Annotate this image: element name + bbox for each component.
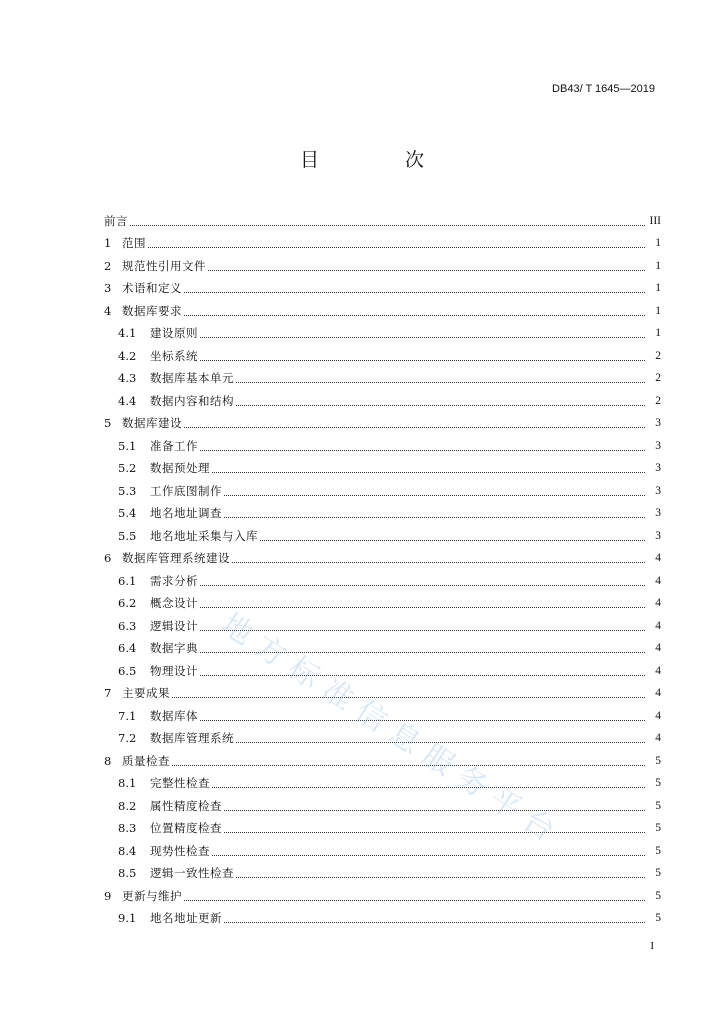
toc-entry-page: III [649,214,661,227]
toc-dot-leader [224,832,645,833]
toc-entry-number: 7 [104,686,112,700]
toc-entry-number: 7.2 [118,731,137,745]
page-number: I [650,940,654,952]
toc-entry-title: 数据内容和结构 [150,393,234,408]
toc-entry-title: 更新与维护 [122,888,182,903]
toc-entry-number: 6.5 [118,663,137,678]
toc-dot-leader [224,810,645,811]
document-code: DB43/ T 1645—2019 [552,83,655,95]
toc-entry-page: 5 [655,754,661,767]
toc-entry-title: 术语和定义 [122,281,182,295]
toc-entry-number: 5.2 [118,461,137,475]
toc-entry-page: 1 [655,304,661,317]
toc-entry-title: 逻辑设计 [150,618,198,633]
toc-entry[interactable] [104,746,661,769]
toc-entry[interactable] [104,341,661,364]
toc-entry-number: 8.4 [118,843,137,858]
toc-entry-page: 5 [655,822,661,834]
toc-dot-leader [172,765,645,766]
toc-entry-page: 3 [655,484,661,497]
toc-entry-number: 4.3 [118,371,137,385]
toc-dot-leader [200,652,645,653]
toc-entry[interactable] [104,544,661,567]
toc-dot-leader [212,855,645,856]
toc-entry-title: 数据库体 [150,708,198,723]
toc-entry-page: 2 [655,349,661,362]
toc-entry-title: 规范性引用文件 [122,258,206,273]
toc-entry[interactable] [104,566,661,589]
toc-dot-leader [200,720,645,721]
toc-entry-page: 1 [655,327,661,339]
toc-entry-title: 前言 [104,213,128,228]
toc-entry-number: 8.1 [118,776,137,790]
toc-entry-number: 8 [104,753,112,768]
toc-entry[interactable] [104,521,661,544]
toc-entry-title: 数据库要求 [122,303,182,318]
toc-dot-leader [236,405,645,406]
toc-entry-number: 1 [104,236,112,250]
toc-entry[interactable] [104,859,661,882]
toc-entry-title: 完整性检查 [150,776,210,790]
toc-entry-number: 5 [104,416,112,430]
toc-entry[interactable] [104,476,661,499]
toc-dot-leader [200,450,645,451]
toc-entry[interactable] [104,656,661,679]
toc-entry[interactable] [104,904,661,927]
toc-entry-title: 质量检查 [122,753,170,768]
toc-dot-leader [236,877,645,878]
toc-dot-leader [200,630,645,631]
toc-entry-page: 5 [655,889,661,902]
toc-dot-leader [130,225,645,226]
toc-entry[interactable] [104,611,661,634]
toc-entry[interactable] [104,679,661,702]
toc-entry[interactable] [104,229,661,252]
toc-entry-page: 5 [655,867,661,879]
toc-entry[interactable] [104,386,661,409]
toc-entry-title: 数据库基本单元 [150,371,234,385]
toc-dot-leader [172,697,645,698]
toc-entry[interactable] [104,634,661,657]
toc-dot-leader [208,270,645,271]
toc-entry-title: 属性精度检查 [150,798,222,813]
toc-entry-title: 需求分析 [150,573,198,588]
toc-dot-leader [184,315,645,316]
toc-entry[interactable] [104,274,661,297]
toc-entry-title: 数据字典 [150,641,198,655]
toc-entry-page: 4 [655,597,661,609]
toc-entry-page: 3 [655,439,661,452]
toc-entry-number: 4.1 [118,326,137,340]
toc-entry-number: 3 [104,281,112,295]
toc-entry[interactable] [104,791,661,814]
toc-entry-number: 4.4 [118,393,137,408]
toc-dot-leader [236,382,645,383]
toc-entry[interactable] [104,724,661,747]
toc-entry-page: 3 [655,462,661,474]
toc-dot-leader [184,292,645,293]
toc-entry-number: 6.2 [118,596,137,610]
toc-entry-number: 8.3 [118,821,137,835]
toc-entry[interactable] [104,319,661,342]
toc-entry-page: 5 [655,912,661,924]
toc-entry-title: 地名地址调查 [150,506,222,520]
toc-entry-page: 1 [655,282,661,294]
toc-entry[interactable] [104,499,661,522]
toc-entry-title: 数据预处理 [150,461,210,475]
toc-entry-number: 6 [104,551,112,565]
toc-entry-page: 4 [655,642,661,654]
toc-dot-leader [212,787,645,788]
toc-dot-leader [200,607,645,608]
toc-entry-number: 7.1 [118,708,137,723]
toc-dot-leader [232,562,645,563]
toc-entry-title: 数据库管理系统 [150,731,234,745]
toc-entry[interactable] [104,409,661,432]
toc-entry-page: 4 [655,552,661,564]
toc-entry-title: 逻辑一致性检查 [150,866,234,880]
toc-entry-number: 4.2 [118,348,137,363]
toc-entry-title: 物理设计 [150,663,198,678]
toc-entry-number: 5.4 [118,506,137,520]
toc-dot-leader [200,585,645,586]
toc-entry-page: 2 [655,372,661,384]
toc-entry[interactable] [104,589,661,612]
toc-entry-page: 5 [655,844,661,857]
toc-entry[interactable] [104,814,661,837]
toc-entry-page: 5 [655,777,661,789]
toc-dot-leader [148,247,645,248]
toc-entry[interactable] [104,881,661,904]
toc-entry-number: 5.5 [118,528,137,543]
toc-entry-number: 5.1 [118,438,137,453]
toc-entry-title: 准备工作 [150,438,198,453]
toc-entry-title: 数据库建设 [122,416,182,430]
toc-entry-page: 3 [655,417,661,429]
toc-entry-number: 5.3 [118,483,137,498]
table-of-contents [104,206,661,926]
toc-entry-page: 1 [655,259,661,272]
toc-entry-number: 4 [104,303,112,318]
toc-dot-leader [260,540,645,541]
toc-entry-page: 4 [655,664,661,677]
toc-entry-title: 概念设计 [150,596,198,610]
toc-entry-title: 范围 [122,236,146,250]
toc-entry-number: 2 [104,258,112,273]
toc-dot-leader [224,922,645,923]
toc-entry[interactable] [104,701,661,724]
toc-dot-leader [184,427,645,428]
toc-dot-leader [200,337,645,338]
toc-dot-leader [212,472,645,473]
toc-entry[interactable] [104,251,661,274]
toc-entry-title: 工作底图制作 [150,483,222,498]
toc-entry-page: 2 [655,394,661,407]
toc-entry-page: 3 [655,507,661,519]
toc-entry-page: 4 [655,709,661,722]
toc-entry-page: 4 [655,619,661,632]
toc-entry-page: 4 [655,574,661,587]
toc-entry-number: 8.2 [118,798,137,813]
toc-entry-title: 主要成果 [122,686,170,700]
toc-entry-title: 地名地址更新 [150,911,222,925]
toc-entry[interactable] [104,454,661,477]
toc-entry-title: 地名地址采集与入库 [150,528,258,543]
toc-entry-title: 位置精度检查 [150,821,222,835]
toc-entry-title: 坐标系统 [150,348,198,363]
toc-dot-leader [224,495,645,496]
toc-entry-page: 5 [655,799,661,812]
toc-dot-leader [224,517,645,518]
toc-dot-leader [200,675,645,676]
toc-entry-title: 建设原则 [150,326,198,340]
toc-entry[interactable] [104,431,661,454]
toc-dot-leader [236,742,645,743]
toc-entry-page: 1 [655,237,661,249]
toc-entry-title: 现势性检查 [150,843,210,858]
watermark: 地方标准信息服务平台 [214,606,570,854]
toc-entry-page: 4 [655,732,661,744]
toc-entry[interactable] [104,206,661,229]
toc-entry-title: 数据库管理系统建设 [122,551,230,565]
toc-entry-page: 4 [655,687,661,699]
toc-entry-page: 3 [655,529,661,542]
toc-dot-leader [184,900,645,901]
toc-entry[interactable] [104,836,661,859]
toc-entry-number: 9.1 [118,911,137,925]
toc-title: 目 次 [299,149,465,171]
toc-entry-number: 6.4 [118,641,137,655]
toc-entry-number: 6.3 [118,618,137,633]
toc-entry-number: 6.1 [118,573,137,588]
toc-entry[interactable] [104,769,661,792]
toc-dot-leader [200,360,645,361]
toc-entry-number: 9 [104,888,112,903]
toc-entry-number: 8.5 [118,866,137,880]
toc-entry[interactable] [104,364,661,387]
toc-entry[interactable] [104,296,661,319]
